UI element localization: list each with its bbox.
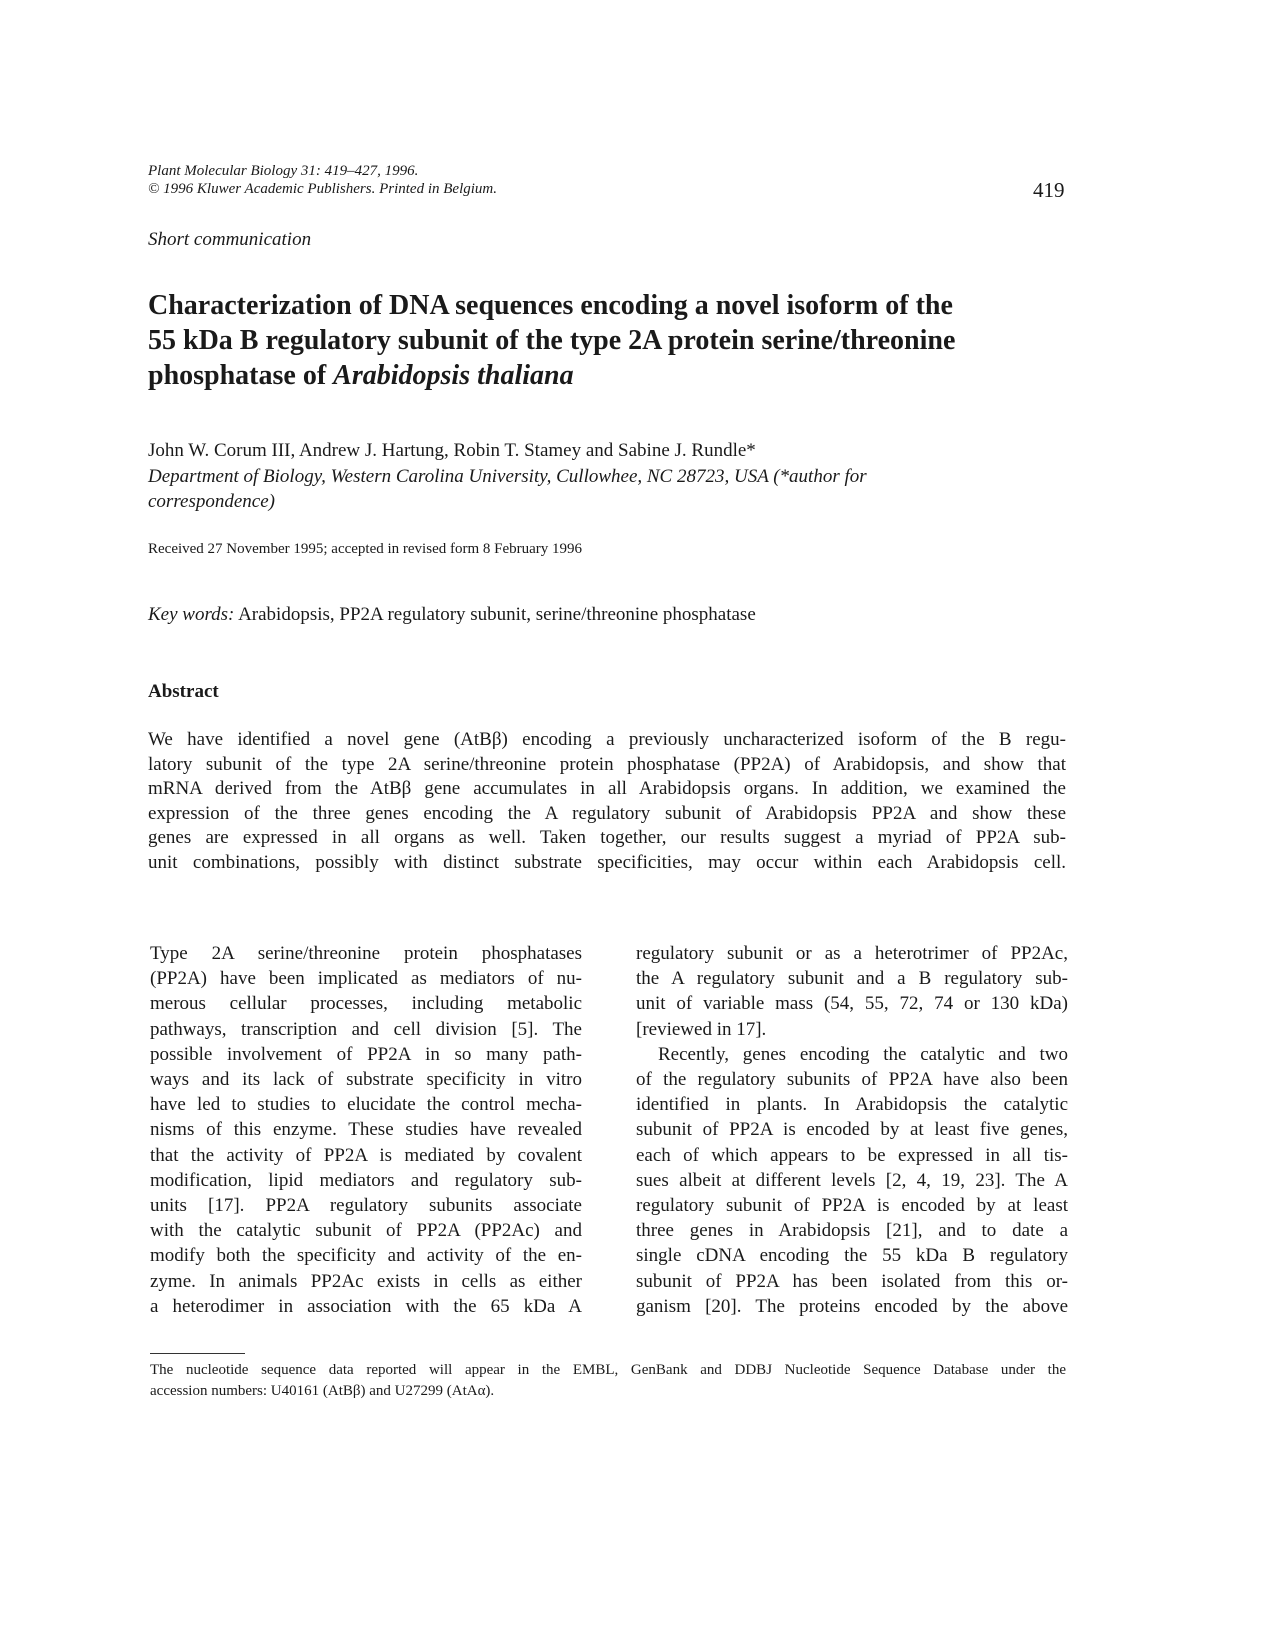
body-line: zyme. In animals PP2Ac exists in cells as either: [150, 1270, 582, 1292]
abstract-line: expression of the three genes encoding the A regulatory subunit of Arabidopsis PP2A and show these: [148, 802, 1066, 824]
body-line: three genes in Arabidopsis [21], and to date a: [636, 1220, 1068, 1242]
body-line: each of which appears to be expressed in all tis-: [636, 1144, 1068, 1166]
body-line: (PP2A) have been implicated as mediators of nu-: [150, 968, 582, 990]
body-line: with the catalytic subunit of PP2A (PP2Ac) and: [150, 1220, 582, 1242]
body-line: Recently, genes encoding the catalytic and two: [658, 1043, 1068, 1065]
body-line: a heterodimer in association with the 65 kDa A: [150, 1295, 582, 1317]
body-line: identified in plants. In Arabidopsis the catalytic: [636, 1094, 1068, 1116]
body-line: pathways, transcription and cell division [5]. The: [150, 1018, 582, 1040]
footnote-line-1: The nucleotide sequence data reported will appear in the EMBL, GenBank and DDBJ Nucleotide Sequence Database under the: [150, 1362, 1066, 1378]
body-line: subunit of PP2A has been isolated from this or-: [636, 1270, 1068, 1292]
abstract-line: latory subunit of the type 2A serine/threonine protein phosphatase (PP2A) of Arabidopsis, and show that: [148, 753, 1066, 775]
body-line: sues albeit at different levels [2, 4, 19, 23]. The A: [636, 1169, 1068, 1191]
footnote-line-2: accession numbers: U40161 (AtBβ) and U27299 (AtAα).: [150, 1383, 495, 1399]
journal-line-2: © 1996 Kluwer Academic Publishers. Printed in Belgium.: [148, 181, 497, 197]
article-title: [148, 288, 1108, 393]
body-line: the A regulatory subunit and a B regulatory sub-: [636, 968, 1068, 990]
body-line: units [17]. PP2A regulatory subunits associate: [150, 1195, 582, 1217]
title-line-3: [148, 358, 1108, 393]
body-left-column: [150, 941, 582, 1319]
keywords-label: Key words: [148, 604, 229, 625]
footnote-rule: [150, 1353, 245, 1354]
body-line: ways and its lack of substrate specificity in vitro: [150, 1069, 582, 1091]
body-line: unit of variable mass (54, 55, 72, 74 or 130 kDa): [636, 993, 1068, 1015]
body-line: regulatory subunit or as a heterotrimer of PP2Ac,: [636, 943, 1068, 964]
title-line-1: Characterization of DNA sequences encoding a novel isoform of the: [148, 290, 953, 321]
title-line-3-prefix: phosphatase of: [148, 360, 334, 391]
keywords: Key words: Arabidopsis, PP2A regulatory subunit, serine/threonine phosphatase: [148, 604, 756, 625]
abstract-line: unit combinations, possibly with distinct substrate specificities, may occur within each Arabidopsis cell.: [148, 851, 1066, 873]
body-line: Type 2A serine/threonine protein phosphatases: [150, 943, 582, 964]
abstract-line: mRNA derived from the AtBβ gene accumulates in all Arabidopsis organs. In addition, we examined the: [148, 778, 1066, 799]
body-line: modification, lipid mediators and regulatory sub-: [150, 1169, 582, 1191]
abstract-heading: Abstract: [148, 681, 219, 702]
body-line: single cDNA encoding the 55 kDa B regulatory: [636, 1245, 1068, 1267]
affiliation-line-2: correspondence): [148, 491, 275, 512]
journal-citation: [148, 162, 418, 180]
abstract-line: genes are expressed in all organs as well. Taken together, our results suggest a myriad of PP2A sub-: [148, 827, 1066, 848]
body-line: ganism [20]. The proteins encoded by the above: [636, 1295, 1068, 1317]
page-number: 419: [1033, 178, 1065, 202]
copyright-line: [148, 180, 497, 198]
body-line: that the activity of PP2A is mediated by covalent: [150, 1144, 582, 1166]
body-line: nisms of this enzyme. These studies have revealed: [150, 1119, 582, 1141]
body-line: modify both the specificity and activity of the en-: [150, 1245, 582, 1267]
keywords-text: Arabidopsis, PP2A regulatory subunit, serine/threonine phosphatase: [238, 604, 756, 625]
title-line-2: 55 kDa B regulatory subunit of the type 2A protein serine/threonine: [148, 325, 956, 356]
body-line: subunit of PP2A is encoded by at least five genes,: [636, 1119, 1068, 1141]
section-label: Short communication: [148, 229, 312, 250]
body-line: possible involvement of PP2A in so many path-: [150, 1043, 582, 1065]
body-line: regulatory subunit of PP2A is encoded by at least: [636, 1195, 1068, 1217]
body-line: [reviewed in 17].: [636, 1018, 767, 1040]
body-line: have led to studies to elucidate the control mecha-: [150, 1094, 582, 1116]
journal-line-1: Plant Molecular Biology 31: 419–427, 1996.: [148, 163, 419, 179]
title-species: Arabidopsis thaliana: [333, 360, 574, 391]
body-line: of the regulatory subunits of PP2A have also been: [636, 1069, 1068, 1091]
footnote: [150, 1360, 1066, 1402]
body-line: merous cellular processes, including metabolic: [150, 993, 582, 1015]
body-right-column: [636, 941, 1068, 1319]
received-date: Received 27 November 1995; accepted in revised form 8 February 1996: [148, 541, 583, 557]
authors: John W. Corum III, Andrew J. Hartung, Robin T. Stamey and Sabine J. Rundle*: [148, 440, 756, 461]
abstract-line: We have identified a novel gene (AtBβ) encoding a previously uncharacterized isoform of the B regu-: [148, 729, 1066, 750]
abstract-body: [148, 728, 1066, 875]
affiliation: [148, 464, 867, 514]
affiliation-line-1: Department of Biology, Western Carolina University, Cullowhee, NC 28723, USA (*author for: [148, 466, 867, 487]
